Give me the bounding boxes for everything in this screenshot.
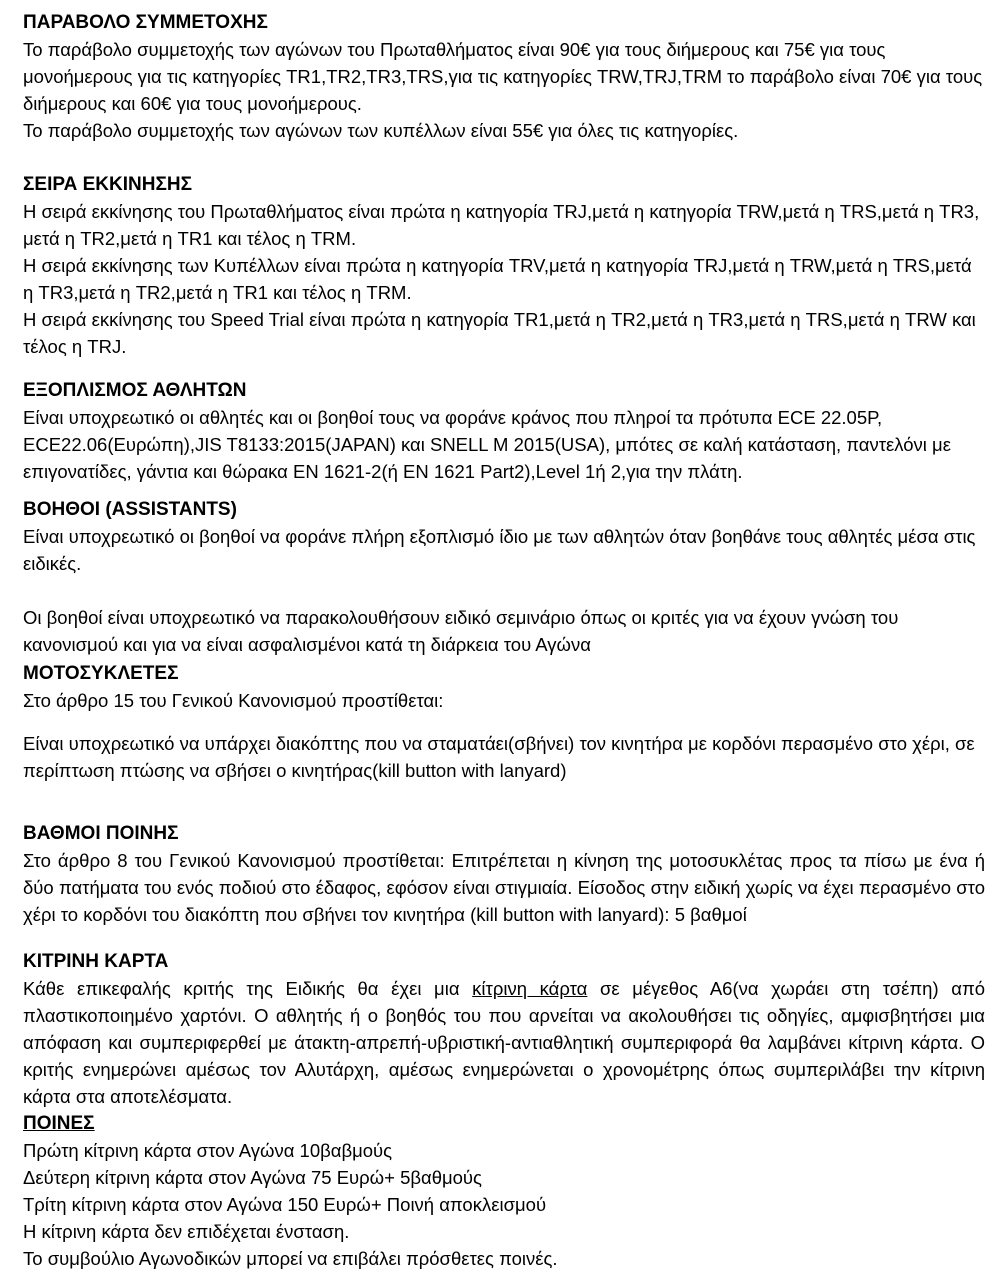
heading-assistants: ΒΟΗΘΟΙ (ASSISTANTS) <box>23 499 237 520</box>
para-motorcycles-article: Στο άρθρο 15 του Γενικού Κανονισμού προστίθεται: <box>23 690 444 711</box>
penalty-line-second-card: Δεύτερη κίτρινη κάρτα στον Αγώνα 75 Ευρώ+ 5βαθμούς <box>23 1167 482 1188</box>
heading-yellow-card: ΚΙΤΡΙΝΗ ΚΑΡΤΑ <box>23 951 169 972</box>
para-assistants-equipment: Είναι υποχρεωτικό οι βοηθοί να φοράνε πλήρη εξοπλισμό ίδιο με των αθλητών όταν βοηθάνε τους αθλητές μέσα στις ειδικές. <box>23 526 976 574</box>
para-start-order-speed-trial: Η σειρά εκκίνησης του Speed Trial είναι πρώτα η κατηγορία TR1,μετά η TR2,μετά η TR3,μετά η TRS,μετά η TRW και τέλος η TRJ. <box>23 309 976 357</box>
section-motorcycles <box>23 660 985 784</box>
para-start-order-cups: Η σειρά εκκίνησης των Κυπέλλων είναι πρώτα η κατηγορία TRV,μετά η κατηγορία TRJ,μετά η TRW,μετά η TRS,μετά η TR3,μετά η TR2,μετά η TR1 και τέλος η TRM. <box>23 255 972 303</box>
section-penalty-points <box>23 820 985 928</box>
heading-motorcycles: ΜΟΤΟΣΥΚΛΕΤΕΣ <box>23 663 179 684</box>
heading-athlete-equipment: ΕΞΟΠΛΙΣΜΟΣ ΑΘΛΗΤΩΝ <box>23 380 247 401</box>
section-yellow-card <box>23 948 985 1110</box>
yellow-card-text-before: Κάθε επικεφαλής κριτής της Ειδικής θα έχει μια <box>23 978 473 999</box>
para-assistants-seminar: Οι βοηθοί είναι υποχρεωτικό να παρακολουθήσουν ειδικό σεμινάριο όπως οι κριτές για να έχουν γνώση του κανονισμού και για να είναι ασφαλισμένοι κατά τη διάρκεια του Αγώνα <box>23 607 899 655</box>
penalty-line-no-protest: Η κίτρινη κάρτα δεν επιδέχεται ένσταση. <box>23 1221 350 1242</box>
para-entry-fee-cups: Το παράβολο συμμετοχής των αγώνων των κυπέλλων είναι 55€ για όλες τις κατηγορίες. <box>23 120 739 141</box>
penalty-line-first-card: Πρώτη κίτρινη κάρτα στον Αγώνα 10βαβμούς <box>23 1140 393 1161</box>
heading-start-order: ΣΕΙΡΑ ΕΚΚΙΝΗΣΗΣ <box>23 174 192 195</box>
section-start-order <box>23 171 985 360</box>
heading-penalties: ΠΟΙΝΕΣ <box>23 1113 95 1134</box>
heading-penalty-points: ΒΑΘΜΟΙ ΠΟΙΝΗΣ <box>23 823 179 844</box>
heading-entry-fee: ΠΑΡΑΒΟΛΟ ΣΥΜΜΕΤΟΧΗΣ <box>23 12 268 33</box>
para-athlete-equipment: Είναι υποχρεωτικό οι αθλητές και οι βοηθοί τους να φοράνε κράνος που πληροί τα πρότυπα ECE 22.05P, ECE22.06(Ευρώπη),JIS T8133:2015(JAPAN) και SNELL M 2015(USA), μπότες σε καλή κατάσταση, παντελόνι με επιγονατίδες, γάντια και θώρακα EN 1621-2(ή EN 1621 Part2),Level 1ή 2,για την πλάτη. <box>23 407 951 482</box>
yellow-card-text-after: σε μέγεθος Α6(να χωράει στη τσέπη) από πλαστικοποιημένο χαρτόνι. Ο αθλητής ή ο βοηθός του που αρνείται να ακολουθήσει τις οδηγίες, αμφισβητήσει μια απόφαση και συμπεριφερθεί με άτακτη-απρεπή-υβριστική-αντιαθλητική συμπεριφορά θα λαμβάνει κίτρινη κάρτα. Ο κριτής ενημερώνει αμέσως τον Αλυτάρχη, αμέσως ενημερώνεται ο χρονομέτρης όπως συμπεριλάβει την κίτρινη κάρτα στα αποτελέσματα. <box>23 978 986 1107</box>
section-assistants <box>23 496 985 658</box>
para-penalty-points: Στο άρθρο 8 του Γενικού Κανονισμού προστίθεται: Επιτρέπεται η κίνηση της μοτοσυκλέτας προς τα πίσω με ένα ή δύο πατήματα του ενός ποδιού στο έδαφος, εφόσον είναι στιγμιαία. Είσοδος στην ειδική χωρίς να έχει περασμένο στο χέρι το κορδόνι του διακόπτη που σβήνει τον κινητήρα (kill button with lanyard): 5 βαθμοί <box>23 850 985 925</box>
para-entry-fee-championship: Το παράβολο συμμετοχής των αγώνων του Πρωταθλήματος είναι 90€ για τους διήμερους και 75€ για τους μονοήμερους για τις κατηγορίες TR1,TR2,TR3,TRS,για τις κατηγορίες TRW,TRJ,TRM το παράβολο είναι 70€ για τους διήμερους και 60€ για τους μονοήμερους. <box>23 39 983 114</box>
section-entry-fee <box>23 9 985 144</box>
section-athlete-equipment <box>23 377 985 485</box>
para-motorcycles-kill-switch: Είναι υποχρεωτικό να υπάρχει διακόπτης που να σταματάει(σβήνει) τον κινητήρα με κορδόνι περασμένο στο χέρι, σε περίπτωση πτώσης να σβήσει ο κινητήρας(kill button with lanyard) <box>23 733 975 781</box>
para-start-order-championship: Η σειρά εκκίνησης του Πρωταθλήματος είναι πρώτα η κατηγορία TRJ,μετά η κατηγορία TRW,μετά η TRS,μετά η TR3, μετά η TR2,μετά η TR1 και τέλος η TRM. <box>23 201 980 249</box>
penalty-line-stewards: Το συμβούλιο Αγωνοδικών μπορεί να επιβάλει πρόσθετες ποινές. <box>23 1248 558 1269</box>
yellow-card-underlined-phrase: κίτρινη κάρτα <box>472 978 588 999</box>
para-yellow-card <box>23 975 985 1110</box>
penalty-line-third-card: Τρίτη κίτρινη κάρτα στον Αγώνα 150 Ευρώ+ Ποινή αποκλεισμού <box>23 1194 547 1215</box>
section-penalties <box>23 1110 985 1272</box>
